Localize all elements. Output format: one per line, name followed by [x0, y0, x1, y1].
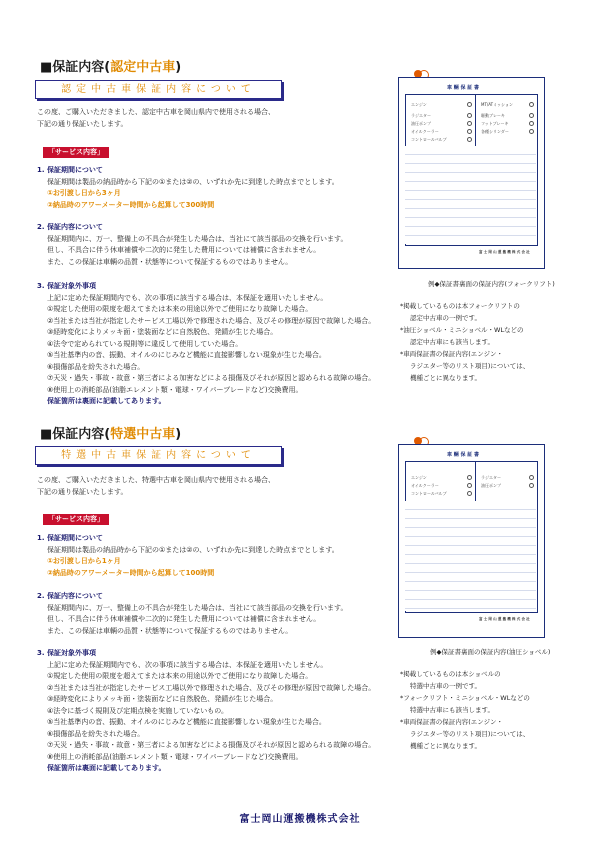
section2-exclusions: 3. 保証対象外事項 上記に定めた保証期間内でも、次の事項に該当する場合は、本保証を適用いたしません。 ①規定した使用の限度を超えてまたは本来の用途以外でご使用になり故障した場合。 ②当社または当社が指定したサービス工場以外で修理された場合、及びその修理が原因で故障した場合。 ③経時変化によりメッキ面・塗装面などに自然脱色、発錆が生じた場合。 ④法令に基づく規則及び定期点検を実施していないもの。 ⑤当社基準内の音、振動、オイルのにじみなど機能に直接影響しない現象が生じた場合。 ⑥損傷部品を紛失された場合。 ⑦天災・過失・事故・故意・第三者による加害などによる損傷及びそれが原因と認められる故障の場合。 ⑧使用上の消耗部品(油脂エレメント類・電球・ワイパーブレードなど)交換費用。 保証箇所は裏面に記載してあります。: [37, 649, 376, 772]
warranty-card-1: 車 輌 保 証 書 エンジン ラジエター 油圧ポンプ オイルクーラー コントロールバルブ MT/ATミッション 駆動ブレーキ フットブレーキ 各種シリンダー 富 士 岡 山 運 搬 機 株 式 会 社: [398, 77, 545, 269]
section1-title: ■保証内容(認定中古車): [40, 60, 182, 75]
section1-caption: 例◆保証書裏面の保証内容(フォークリフト): [428, 280, 555, 288]
section1-period: 1. 保証期間について 保証期間は製品の納品時から下記の①または②の、いずれか先に到達した時点までとします。 ①お引渡し日から3ヶ月 ②納品時のアワーメーター時間から起算して300時間: [37, 166, 339, 209]
card2-rings: [414, 437, 432, 443]
section1-exclusions: 3. 保証対象外事項 上記に定めた保証期間内でも、次の事項に該当する場合は、本保証を適用いたしません。 ①規定した使用の限度を超えてまたは本来の用途以外でご使用になり故障した場合。 ②当社または当社が指定したサービス工場以外で修理された場合、及びその修理が原因で故障した場合。 ③経時変化によりメッキ面・塗装面などに自然脱色、発錆が生じた場合。 ④法令で定められている規則等に違反して使用していた場合。 ⑤当社基準内の音、振動、オイルのにじみなど機能に直接影響しない現象が生じた場合。 ⑥損傷部品を紛失された場合。 ⑦天災・過失・事故・故意・第三者による加害などによる損傷及びそれが原因と認められる故障の場合。 ⑧使用上の消耗部品(油脂エレメント類・電球・ワイパーブレードなど)交換費用。 保証箇所は裏面に記載してあります。: [37, 282, 376, 405]
section1-banner: 認定中古車保証内容について: [35, 80, 282, 99]
section2-period: 1. 保証期間について 保証期間は製品の納品時から下記の①または②の、いずれか先に到達した時点までとします。 ①お引渡し日から1ヶ月 ②納品時のアワーメーター時間から起算して100時間: [37, 534, 339, 577]
section2-caption: 例◆保証書裏面の保証内容(油圧ショベル): [430, 648, 551, 656]
card1-rings: [414, 70, 432, 76]
section2-coverage: 2. 保証内容について 保証期間内に、万一、整備上の不具合が発生した場合は、当社にて該当部品の交換を行います。 但し、不具合に伴う休車補償や二次的に発生した費用については補償に含まれません。 また、この保証は車輌の品質・状態等について保証するものではありません。: [37, 592, 348, 635]
section1-coverage: 2. 保証内容について 保証期間内に、万一、整備上の不具合が発生した場合は、当社にて該当部品の交換を行います。 但し、不具合に伴う休車補償や二次的に発生した費用については補償に含まれません。 また、この保証は車輌の品質・状態等について保証するものではありません。: [37, 223, 348, 266]
section1-service-label: 「サービス内容」: [43, 147, 109, 158]
section2-banner: 特選中古車保証内容について: [35, 446, 282, 465]
section2-service-label: 「サービス内容」: [43, 514, 109, 525]
section1-notes: *掲載しているものは本フォークリフトの 認定中古車の一例です。 *油圧ショベル・ミニショベル・WLなどの 認定中古車にも該当します。 *車両保証書の保証内容(エンジン・ ラジエター等のリスト項目)については、 機種ごとに異なります。: [400, 302, 530, 382]
section2-intro: この度、ご購入いただきました、特選中古車を岡山県内で使用される場合、 下記の通り保証いたします。: [37, 476, 275, 496]
footer-company: 富士岡山運搬機株式会社: [239, 814, 361, 825]
section1-intro: この度、ご購入いただきました、認定中古車を岡山県内で使用される場合、 下記の通り保証いたします。: [37, 108, 275, 128]
section2-title: ■保証内容(特選中古車): [40, 427, 182, 442]
section2-notes: *掲載しているものは本ショベルの 特選中古車の一例です。 *フォークリフト・ミニショベル・WLなどの 特選中古車にも該当します。 *車両保証書の保証内容(エンジン・ ラジエター等のリスト項目)については、 機種ごとに異なります。: [400, 670, 530, 750]
warranty-card-2: 車 輌 保 証 書 エンジン オイルクーラー コントロールバルブ ラジエター 油圧ポンプ 富 士 岡 山 運 搬 機 株 式 会 社: [398, 444, 545, 638]
